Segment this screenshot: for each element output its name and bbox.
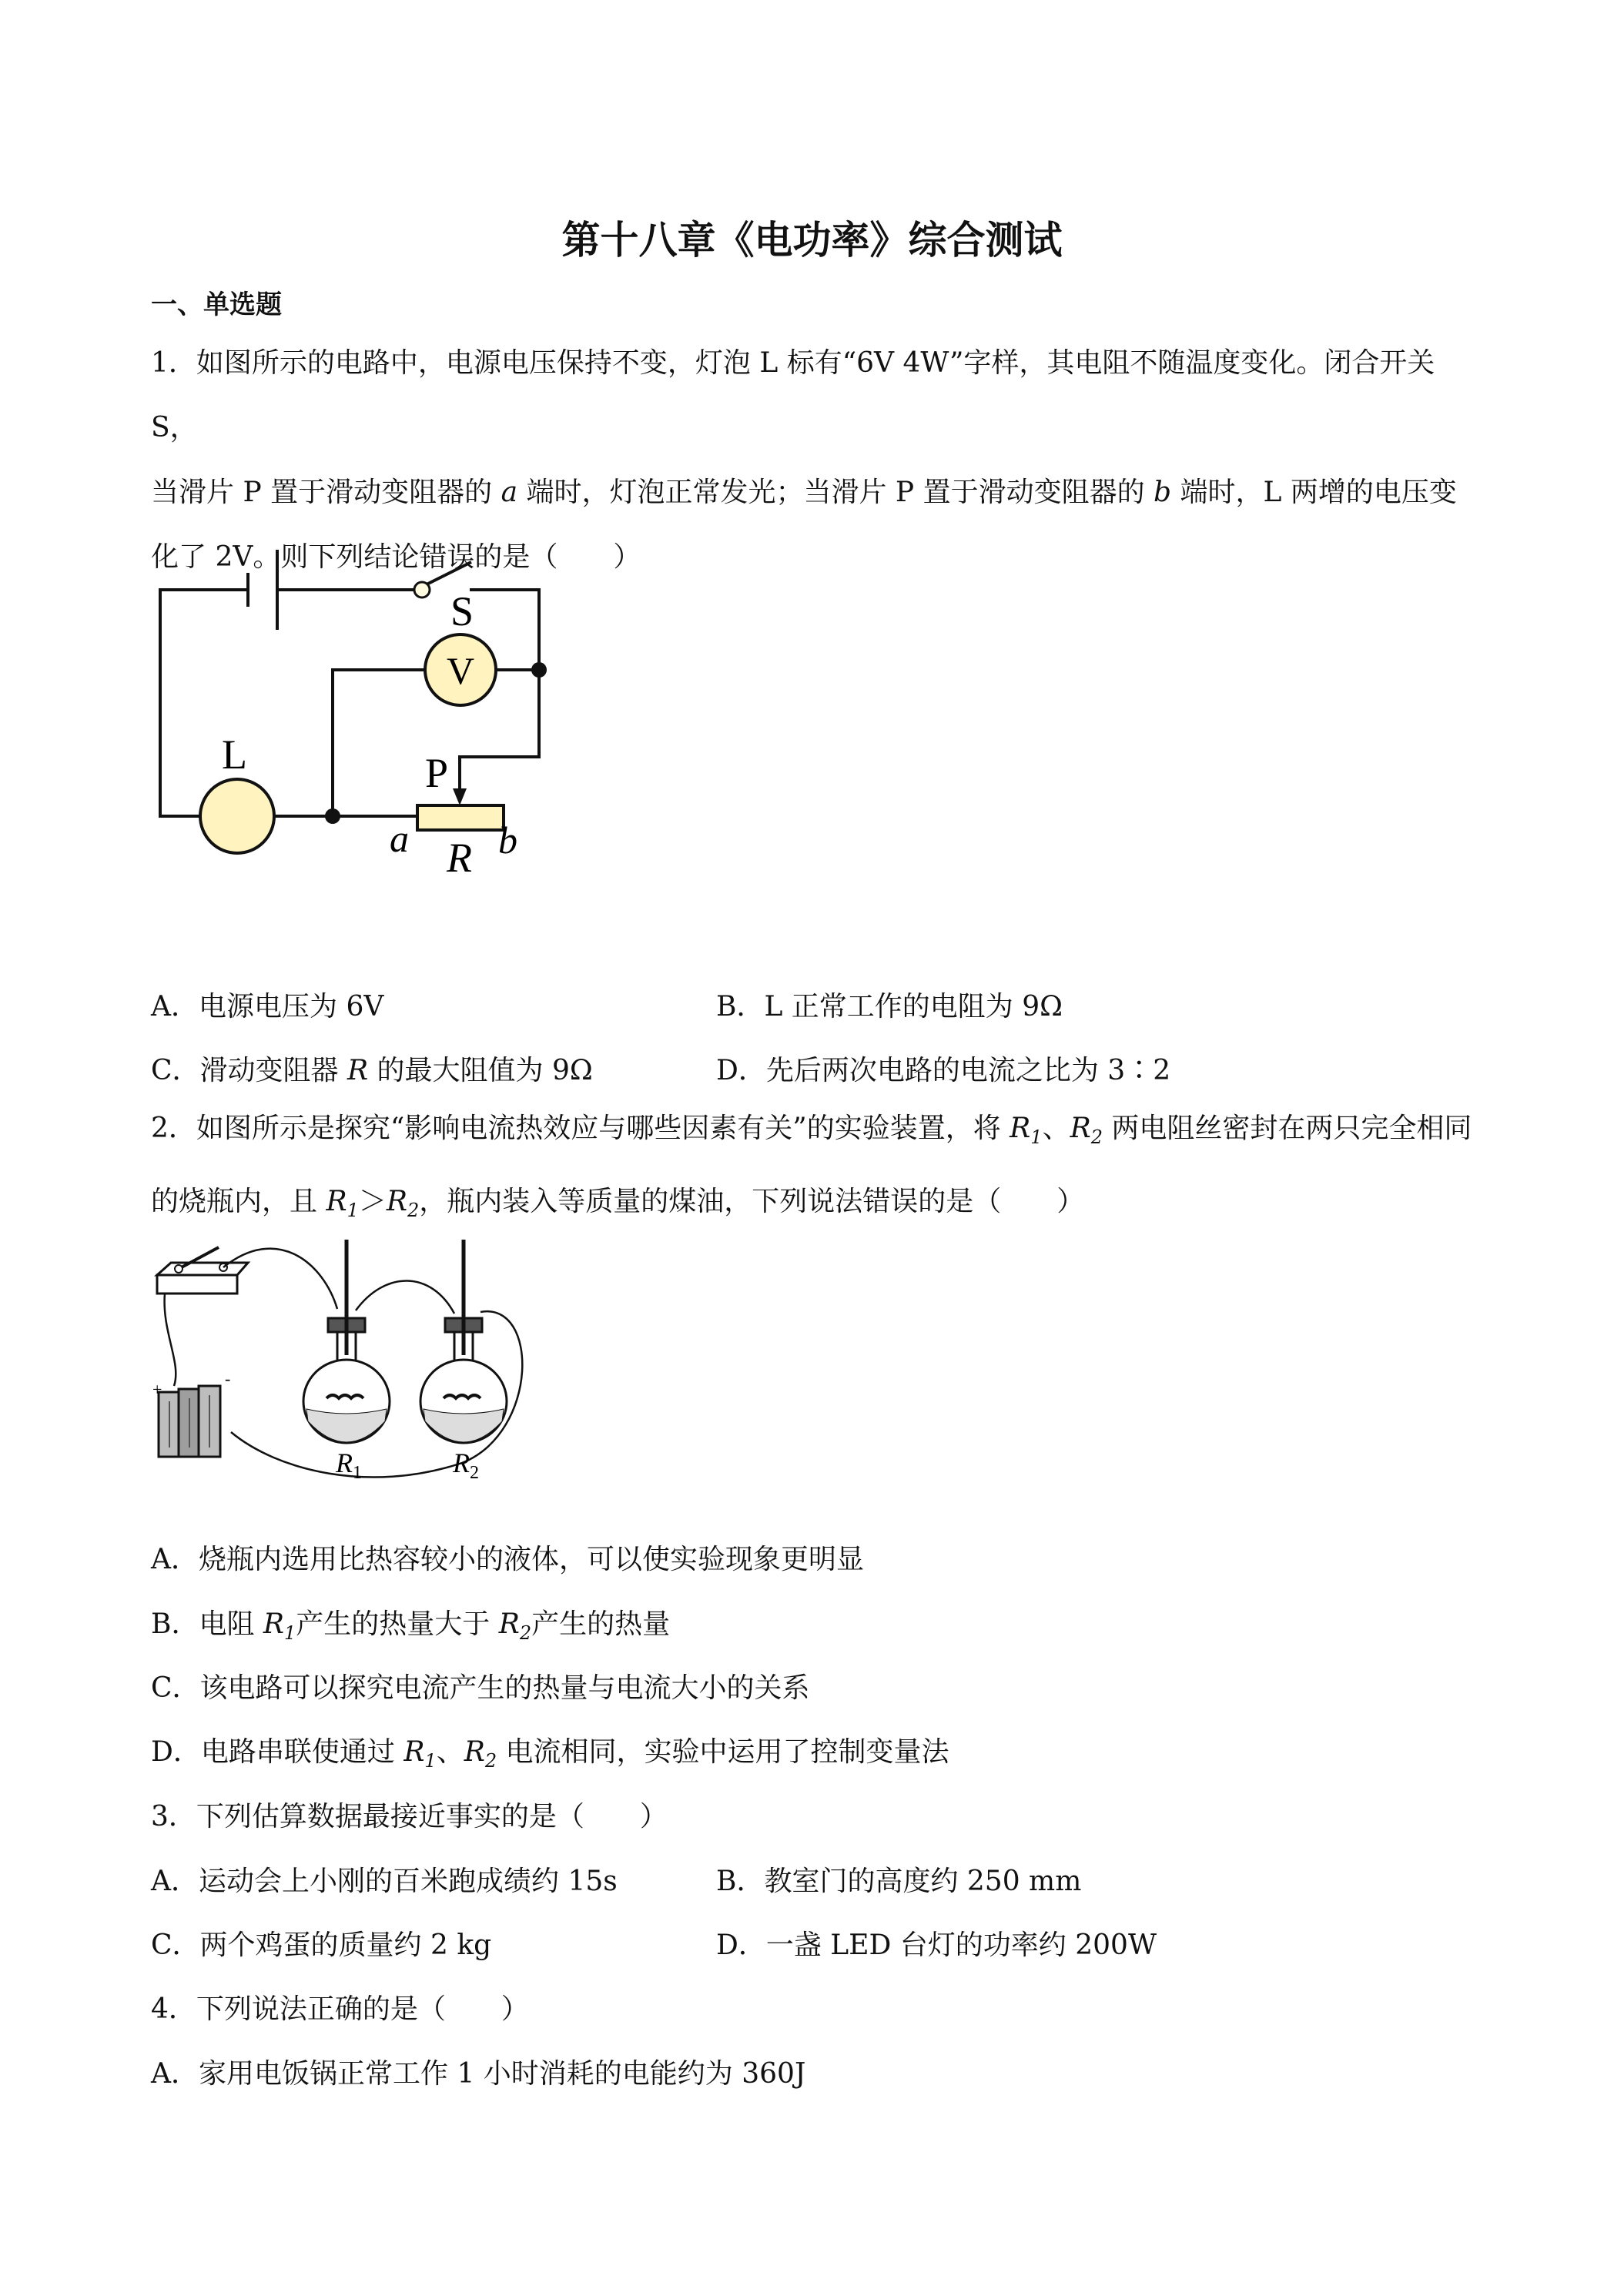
- flask-r2: [420, 1240, 507, 1443]
- voltmeter-label: V: [446, 649, 475, 692]
- q2-stem: 2．如图所示是探究“影响电流热效应与哪些因素有关”的实验装置，将 $R_1$、$R_2$ 两电阻丝密封在两只完全相同 的烧瓶内，且 $R_1>R_2$，瓶内装入等质量的煤油，下列说法错误的是（ ）: [151, 1113, 1472, 1221]
- battery-minus-label: -: [225, 1369, 231, 1388]
- switch-pivot: [414, 582, 430, 597]
- q2-option-c: C．该电路可以探究电流产生的热量与电流大小的关系: [151, 1672, 810, 1704]
- q3-stem: 3．下列估算数据最接近事实的是（ ）: [151, 1801, 668, 1832]
- end-a-label: a: [390, 817, 409, 860]
- rheostat-label: R: [447, 835, 472, 881]
- junction-dot: [531, 662, 547, 678]
- flask-r1-label: $R_1$: [336, 1448, 362, 1483]
- q3-option-a: A．运动会上小刚的百米跑成绩约 15s: [151, 1866, 618, 1897]
- page-title: 第十八章《电功率》综合测试: [561, 218, 1063, 263]
- section-heading: 一、单选题: [151, 290, 282, 320]
- switch-label: S: [450, 588, 474, 634]
- q2-option-d: D．电路串联使通过 $R_1$、$R_2$ 电流相同，实验中运用了控制变量法: [151, 1736, 949, 1772]
- q2-option-a: A．烧瓶内选用比热容较小的液体，可以使实验现象更明显: [151, 1544, 864, 1575]
- q4-stem: 4．下列说法正确的是（ ）: [151, 1993, 529, 2025]
- flask-r2-label: $R_2$: [453, 1448, 479, 1483]
- q1-circuit-diagram: [146, 539, 578, 901]
- switch-board: [157, 1247, 248, 1294]
- battery-pack: [159, 1386, 220, 1457]
- lamp-label: L: [222, 731, 247, 778]
- q1-option-c: C．滑动变阻器 R 的最大阻值为 9Ω: [151, 1055, 593, 1086]
- q2-apparatus-diagram: [146, 1224, 547, 1486]
- lamp-body: [200, 779, 274, 853]
- q1-option-a: A．电源电压为 6V: [151, 991, 384, 1022]
- q3-option-b: B．教室门的高度约 250 mm: [716, 1866, 1082, 1897]
- q3-option-c: C．两个鸡蛋的质量约 2 kg: [151, 1930, 492, 1961]
- junction-dot: [325, 808, 340, 824]
- rheostat-body: [417, 805, 504, 830]
- battery-plus-label: +: [152, 1380, 162, 1399]
- q1-option-d: D．先后两次电路的电流之比为 3∶2: [716, 1055, 1171, 1086]
- slider-label: P: [425, 750, 449, 796]
- q4-option-a: A．家用电饭锅正常工作 1 小时消耗的电能约为 360J: [151, 2058, 806, 2090]
- end-b-label: b: [498, 818, 517, 862]
- slider-arrow: [453, 788, 467, 805]
- q3-option-d: D．一盏 LED 台灯的功率约 200W: [716, 1930, 1157, 1961]
- q1-option-b: B．L 正常工作的电阻为 9Ω: [716, 991, 1063, 1022]
- q2-option-b: B．电阻 $R_1$产生的热量大于 $R_2$产生的热量: [151, 1608, 671, 1644]
- q1-stem: 1．如图所示的电路中，电源电压保持不变，灯泡 L 标有“6V 4W”字样，其电阻不随温度变化。闭合开关 S， 当滑片 P 置于滑动变阻器的 a 端时，灯泡正常发光；当滑片 P 置于滑动变阻器的 b 端时，L 两增的电压变 化了 2V。则下列结论错误的是（ ）: [151, 347, 1457, 573]
